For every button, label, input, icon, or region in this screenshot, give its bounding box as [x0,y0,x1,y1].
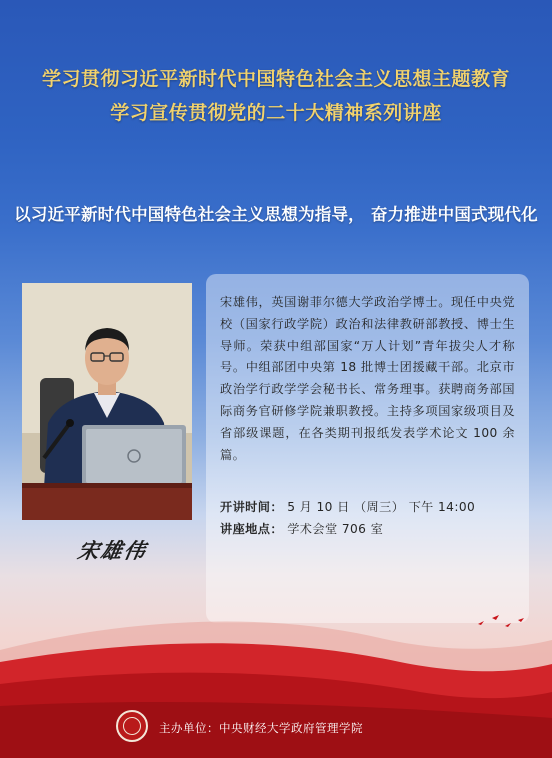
lecture-schedule [220,496,515,540]
seal-inner-ring [123,717,141,735]
speaker-photo [22,283,192,520]
speaker-bio: 宋雄伟，英国谢菲尔德大学政治学博士。现任中央党校（国家行政学院）政治和法律教研部教授、博士生导师。荣获中组部国家“万人计划”青年拔尖人才称号。中组部团中央第 18 批博士团援藏干部。北京市政治学行政学学会秘书长、常务理事。获聘商务部国际商务官研修学院兼职教授。主持多项国家级项目及省部级课题，在各类期刊报纸发表学术论文 100 余篇。 [220,295,515,462]
poster-header [0,62,552,130]
school-seal-logo [116,710,148,742]
lecture-time-value: 5 月 10 日 （周三） 下午 14:00 [287,500,476,515]
lecture-time-row [220,496,515,518]
main-title-line-2: 学习宣传贯彻党的二十大精神系列讲座 [110,102,442,124]
lecture-time-label: 开讲时间： [220,500,283,515]
speaker-bio-panel [206,274,529,623]
main-title-line-1: 学习贯彻习近平新时代中国特色社会主义思想主题教育 [41,68,510,90]
speaker-signature: 宋雄伟 [75,538,150,563]
lecture-subtitle: 以习近平新时代中国特色社会主义思想为指导， 奋力推进中国式现代化 [14,205,538,224]
lecture-place-row [220,518,515,540]
organizer-text: 主办单位：中央财经大学政府管理学院 [159,721,363,735]
lecture-place-label: 讲座地点： [220,522,283,537]
lecture-place-value: 学术会堂 706 室 [287,522,384,537]
